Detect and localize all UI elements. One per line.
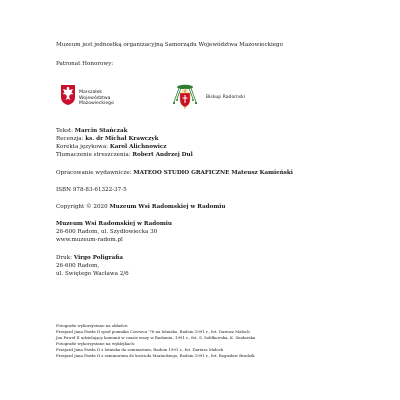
credit-label: Tekst: xyxy=(56,128,73,134)
credit-value: Marcin Stańczak xyxy=(74,128,128,134)
photo-note: Jan Paweł II udzielający komunii w czasie mszy w Radomiu, 1991 r., fot. S. Sołdkowska, K. Sindarska xyxy=(56,335,256,340)
photo-note: Przejazd Jana Pawła II z seminarium do kościoła Mariackiego, Radom 1991 r., fot. Bogusław Brudzik xyxy=(56,353,255,358)
credit-proofreading xyxy=(56,144,166,151)
mazowieckie-label xyxy=(79,90,114,107)
credit-text xyxy=(56,128,128,135)
photo-note: Przejazd Jana Pawła II spod pomnika Czerwca '76 na lotnisko, Radom 1991 r., fot. Dariusz Małoch xyxy=(56,329,250,334)
bishop-label: Biskup Radomski xyxy=(206,95,246,100)
mazowieckie-label-line: Mazowieckiego xyxy=(79,101,114,107)
publisher-name: Muzeum Wsi Radomskiej w Radomiu xyxy=(56,221,172,227)
printer-city: 26-600 Radom, xyxy=(56,263,100,269)
mazowieckie-label-line: Marszałek xyxy=(79,90,103,95)
printer-label: Druk: xyxy=(56,255,73,261)
credit-value: ks. dr Michał Krawczyk xyxy=(85,136,159,142)
design-label: Opracowanie wydawnicze: xyxy=(56,170,132,176)
museum-note: Muzeum jest jednostką organizacyjną Samorządu Województwa Mazowieckiego xyxy=(56,42,284,48)
mazowieckie-label-line: Województwa xyxy=(79,95,111,101)
credit-translation xyxy=(56,152,193,159)
printer-street: ul. Świętego Wacława 2/6 xyxy=(56,271,129,277)
printer xyxy=(56,255,123,262)
publisher-address: 26-600 Radom, ul. Szydłowiecka 30 xyxy=(56,229,158,235)
credit-value: Karol Alichnowicz xyxy=(109,144,167,150)
design-credit xyxy=(56,170,293,177)
isbn: ISBN 978-83-61322-37-5 xyxy=(56,187,127,193)
credit-label: Recenzja: xyxy=(56,136,84,142)
episcopal-coat-of-arms-icon xyxy=(170,82,200,112)
copyright-holder: Muzeum Wsi Radomskiej w Radomiu xyxy=(109,204,226,210)
credit-value: Robert Andrzej Dul xyxy=(132,152,193,158)
mazovia-eagle-icon xyxy=(60,84,76,106)
publisher-website: www.muzeum-radom.pl xyxy=(56,237,123,243)
design-value: MATEOO STUDIO GRAFICZNE Mateusz Kamieński xyxy=(133,170,293,176)
photo-note: Fotografie wykorzystane na wyklejkach: xyxy=(56,341,136,346)
copyright xyxy=(56,204,225,211)
photo-note: Fotografie wykorzystane na okładce: xyxy=(56,323,129,328)
copyright-prefix: Copyright © 2020 xyxy=(56,204,108,210)
credit-review xyxy=(56,136,158,143)
photo-note: Przejazd Jana Pawła II z lotniska do seminarium, Radom 1991 r., fot. Dariusz Małoch xyxy=(56,347,224,352)
printer-name: Virgo Poligrafia xyxy=(73,255,123,261)
credit-label: Tłumaczenie streszczenia: xyxy=(56,152,131,158)
credit-label: Korekta językowa: xyxy=(56,144,109,150)
patron-heading: Patronat Honorowy: xyxy=(56,61,114,67)
